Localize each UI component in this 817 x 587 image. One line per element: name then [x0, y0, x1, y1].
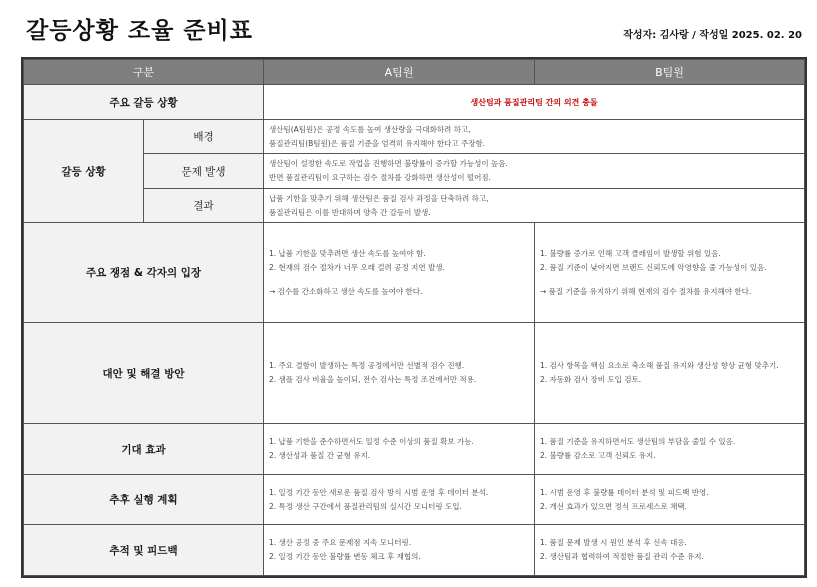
- background-label: 배경: [144, 120, 264, 154]
- effects-team-b: 1. 품질 기준을 유지하면서도 생산팀의 부담을 줄일 수 있음. 2. 불량률 감소로 고객 신뢰도 유지.: [535, 424, 805, 475]
- plan-team-a: 1. 일정 기간 동안 새로운 품질 검사 방식 시범 운영 후 데이터 분석. 2. 특정 생산 구간에서 품질관리팀의 실시간 모니터링 도입.: [264, 475, 535, 525]
- conflict-label: 주요 갈등 상황: [24, 85, 264, 120]
- situation-label: 갈등 상황: [24, 120, 144, 223]
- tracking-team-a: 1. 생산 공정 중 주요 문제점 지속 모니터링. 2. 일정 기간 동안 불량률 변동 체크 후 재협의.: [264, 525, 535, 576]
- header-team-b: B팀원: [535, 60, 805, 85]
- coordination-table: [21, 57, 807, 578]
- header-category: 구분: [24, 60, 264, 85]
- background-text: 생산팀(A팀원)은 공정 속도를 높여 생산량을 극대화하려 하고, 품질관리팀(B팀원)은 품질 기준을 엄격히 유지해야 한다고 주장함.: [264, 120, 805, 154]
- alternatives-team-a: 1. 주요 결함이 발생하는 특정 공정에서만 선별적 검수 진행. 2. 샘플 검사 비율을 높이되, 전수 검사는 특정 조건에서만 적용.: [264, 323, 535, 424]
- plan-label: 추후 실행 계획: [24, 475, 264, 525]
- result-text: 납품 기한을 맞추기 위해 생산팀은 품질 검사 과정을 단축하려 하고, 품질관리팀은 이를 반대하며 양측 간 갈등이 발생.: [264, 189, 805, 223]
- effects-team-a: 1. 납품 기한을 준수하면서도 일정 수준 이상의 품질 확보 가능. 2. 생산성과 품질 간 균형 유지.: [264, 424, 535, 475]
- header-team-a: A팀원: [264, 60, 535, 85]
- conflict-value: 생산팀과 품질관리팀 간의 의견 충돌: [264, 85, 805, 120]
- effects-label: 기대 효과: [24, 424, 264, 475]
- plan-team-b: 1. 시범 운영 후 불량률 데이터 분석 및 피드백 반영. 2. 개선 효과가 있으면 정식 프로세스로 채택.: [535, 475, 805, 525]
- page-title: 갈등상황 조율 준비표: [26, 18, 253, 44]
- issues-label: 주요 쟁점 & 각자의 입장: [24, 223, 264, 323]
- alternatives-team-b: 1. 검사 항목을 핵심 요소로 축소해 품질 유지와 생산성 향상 균형 맞추기. 2. 자동화 검사 장비 도입 검토.: [535, 323, 805, 424]
- issues-team-b: 1. 불량률 증가로 인해 고객 클레임이 발생할 위험 있음. 2. 품질 기준이 낮아지면 브랜드 신뢰도에 악영향을 줄 가능성이 있음. → 품질 기준을 유지하기 위해 현재의 검수 절차를 유지해야 한다.: [535, 223, 805, 323]
- tracking-label: 추적 및 피드백: [24, 525, 264, 576]
- result-label: 결과: [144, 189, 264, 223]
- problem-text: 생산팀이 설정한 속도로 작업을 진행하면 불량률이 증가할 가능성이 높음. 반면 품질관리팀이 요구하는 검수 절차를 강화하면 생산성이 떨어짐.: [264, 154, 805, 189]
- problem-label: 문제 발생: [144, 154, 264, 189]
- tracking-team-b: 1. 품질 문제 발생 시 원인 분석 후 신속 대응. 2. 생산팀과 협력하여 적절한 품질 관리 수준 유지.: [535, 525, 805, 576]
- issues-team-a: 1. 납품 기한을 맞추려면 생산 속도를 높여야 함. 2. 현재의 검수 절차가 너무 오래 걸려 공정 지연 발생. → 검수를 간소화하고 생산 속도를 높여야 한다.: [264, 223, 535, 323]
- alternatives-label: 대안 및 해결 방안: [24, 323, 264, 424]
- author-date: 작성자: 김사랑 / 작성일 2025. 02. 20: [623, 30, 802, 41]
